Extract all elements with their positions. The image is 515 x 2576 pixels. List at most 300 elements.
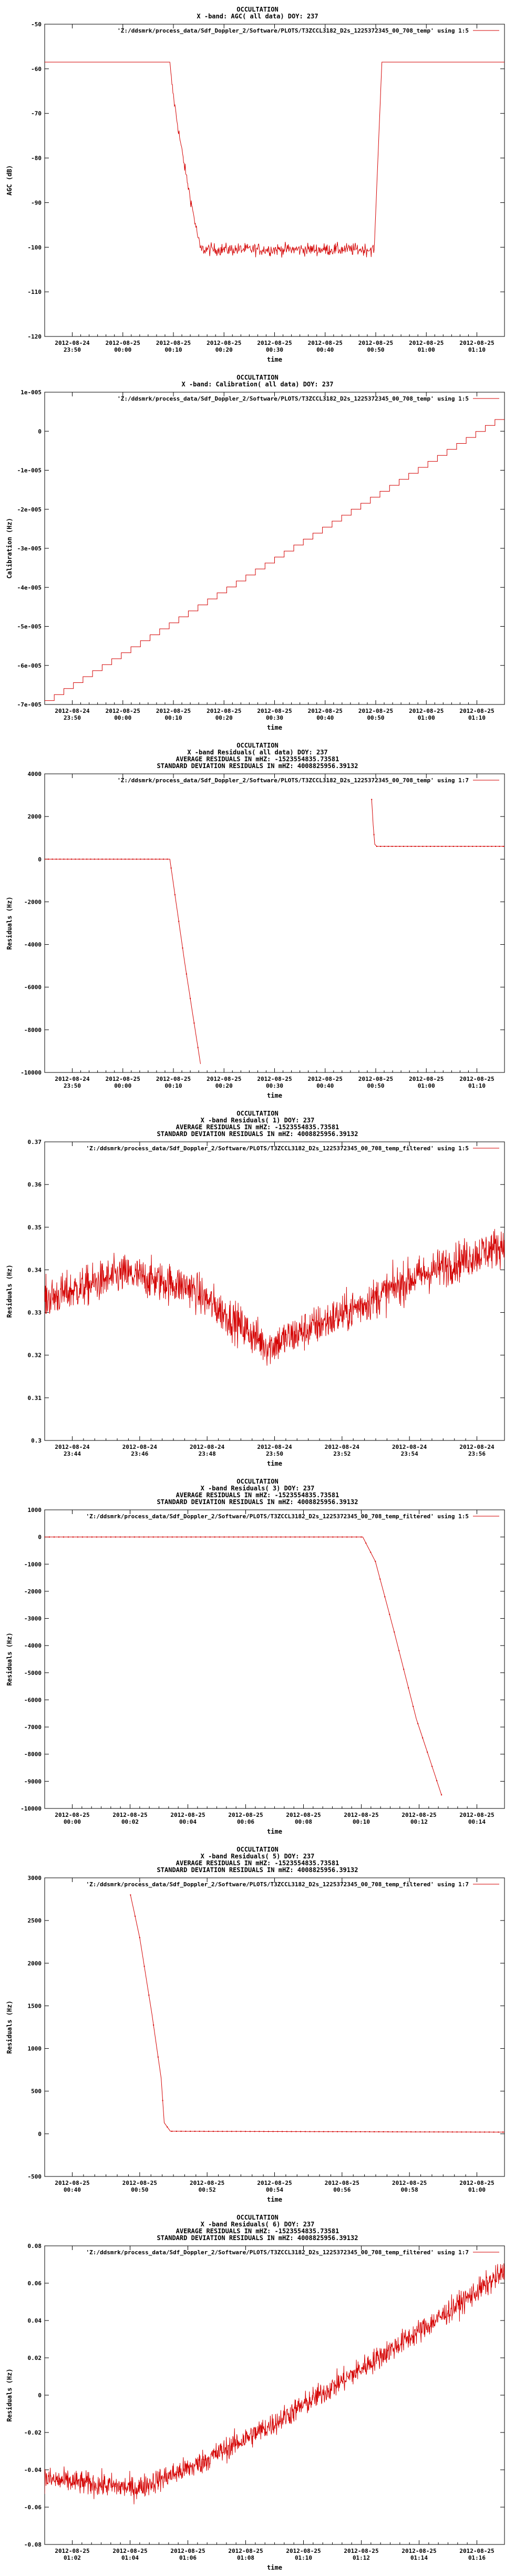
data-point bbox=[163, 858, 164, 860]
plot-frame bbox=[45, 774, 504, 1072]
x-tick-label: 2012-08-25 00:52 bbox=[190, 2180, 225, 2193]
data-series bbox=[45, 62, 504, 258]
x-tick-label: 2012-08-25 01:00 bbox=[459, 2180, 495, 2193]
y-axis-label: Residuals (Hz) bbox=[6, 2368, 13, 2422]
data-point bbox=[310, 2131, 311, 2132]
data-point bbox=[54, 1537, 55, 1538]
data-point bbox=[67, 858, 68, 860]
data-point bbox=[273, 2131, 274, 2132]
y-tick-label: -80 bbox=[31, 155, 42, 162]
y-tick-label: -0.06 bbox=[24, 2504, 42, 2511]
data-point bbox=[68, 1537, 69, 1538]
x-tick-label: 2012-08-25 01:00 bbox=[409, 1076, 444, 1089]
data-point bbox=[82, 1537, 83, 1538]
chart-title-line: AVERAGE RESIDUALS IN mHZ: -1523554835.73581 bbox=[176, 755, 339, 763]
data-point bbox=[427, 1752, 428, 1753]
x-tick-label: 2012-08-25 00:50 bbox=[358, 340, 394, 353]
data-point bbox=[148, 1995, 149, 1996]
data-point bbox=[233, 1537, 234, 1538]
data-point bbox=[268, 2131, 269, 2132]
data-point bbox=[417, 1723, 418, 1724]
y-tick-label: 1000 bbox=[27, 1507, 42, 1514]
data-point bbox=[376, 846, 377, 847]
data-point bbox=[489, 2132, 490, 2133]
data-point bbox=[304, 1537, 305, 1538]
x-axis-label: time bbox=[267, 2196, 282, 2203]
chart-title-line: AVERAGE RESIDUALS IN mHZ: -1523554835.73581 bbox=[176, 1859, 339, 1867]
plot-frame bbox=[45, 24, 504, 336]
data-point bbox=[113, 858, 114, 860]
data-point bbox=[245, 2131, 246, 2132]
data-point bbox=[171, 2131, 172, 2132]
data-point bbox=[167, 2127, 168, 2128]
data-point bbox=[290, 1537, 291, 1538]
x-tick-label: 2012-08-25 01:06 bbox=[170, 2548, 205, 2561]
chart-panel-2 bbox=[0, 368, 515, 736]
data-point bbox=[365, 1542, 366, 1543]
y-tick-label: 2000 bbox=[27, 813, 42, 821]
x-tick-label: 2012-08-25 01:02 bbox=[55, 2548, 90, 2561]
data-point bbox=[392, 2131, 393, 2132]
y-tick-label: -2000 bbox=[24, 898, 42, 906]
data-point bbox=[498, 2132, 499, 2133]
y-tick-label: -0.04 bbox=[24, 2467, 42, 2473]
data-series bbox=[44, 799, 504, 1064]
plot-frame bbox=[45, 1142, 504, 1440]
data-point bbox=[185, 2131, 186, 2132]
y-tick-label: -7e-005 bbox=[17, 701, 42, 708]
x-tick-label: 2012-08-25 01:10 bbox=[459, 1076, 495, 1089]
data-point bbox=[136, 858, 137, 860]
y-tick-label: -4e-005 bbox=[17, 584, 42, 591]
data-point bbox=[174, 894, 176, 895]
data-series bbox=[44, 1537, 442, 1796]
chart-title-line: STANDARD DEVIATION RESIDUALS IN mHZ: 4008825956.39132 bbox=[157, 1866, 358, 1874]
data-point bbox=[182, 947, 183, 948]
y-tick-label: 0.36 bbox=[27, 1181, 42, 1189]
y-tick-label: 1e-005 bbox=[20, 389, 42, 396]
data-point bbox=[337, 2131, 338, 2132]
x-tick-label: 2012-08-25 00:20 bbox=[207, 708, 242, 721]
data-point bbox=[63, 1537, 64, 1538]
x-tick-label: 2012-08-25 01:00 bbox=[409, 708, 444, 721]
x-tick-label: 2012-08-25 01:16 bbox=[459, 2548, 495, 2561]
data-point bbox=[134, 1537, 135, 1538]
data-point bbox=[200, 1537, 201, 1538]
data-point bbox=[291, 2131, 292, 2132]
y-tick-label: -2000 bbox=[24, 1588, 42, 1595]
data-point bbox=[369, 2131, 370, 2132]
y-axis-label: Residuals (Hz) bbox=[6, 1632, 13, 1686]
data-point bbox=[194, 2131, 195, 2132]
data-point bbox=[286, 2131, 287, 2132]
data-point bbox=[308, 1537, 310, 1538]
x-tick-label: 2012-08-25 00:10 bbox=[156, 340, 191, 353]
data-point bbox=[106, 858, 107, 860]
x-tick-label: 2012-08-25 00:20 bbox=[207, 1076, 242, 1089]
data-point bbox=[75, 858, 76, 860]
plot-frame bbox=[45, 392, 504, 704]
data-point bbox=[356, 1537, 357, 1538]
x-tick-label: 2012-08-24 23:56 bbox=[459, 1444, 495, 1457]
x-tick-label: 2012-08-25 00:20 bbox=[207, 340, 242, 353]
y-tick-label: 0 bbox=[38, 856, 42, 863]
data-point bbox=[457, 2131, 458, 2132]
data-point bbox=[129, 1537, 130, 1538]
y-tick-label: -0.08 bbox=[24, 2541, 42, 2548]
x-tick-label: 2012-08-25 00:10 bbox=[156, 1076, 191, 1089]
data-point bbox=[479, 2131, 480, 2132]
data-point bbox=[250, 2131, 251, 2132]
data-point bbox=[328, 2131, 329, 2132]
data-point bbox=[434, 2131, 435, 2132]
data-point bbox=[449, 846, 450, 847]
data-point bbox=[399, 846, 400, 847]
data-point bbox=[346, 1537, 347, 1538]
x-tick-label: 2012-08-24 23:50 bbox=[55, 708, 90, 721]
data-point bbox=[403, 1669, 404, 1670]
data-point bbox=[397, 2131, 398, 2132]
x-tick-label: 2012-08-25 01:10 bbox=[459, 708, 495, 721]
y-tick-label: -110 bbox=[27, 289, 42, 296]
data-point bbox=[470, 2131, 471, 2132]
data-point bbox=[86, 858, 87, 860]
data-point bbox=[323, 1537, 324, 1538]
chart-title-line: X -band Residuals( 3) DOY: 237 bbox=[200, 1485, 315, 1492]
x-tick-label: 2012-08-25 00:14 bbox=[459, 1812, 495, 1825]
data-point bbox=[436, 1780, 437, 1781]
data-point bbox=[213, 2131, 214, 2132]
series-line bbox=[45, 2263, 504, 2504]
data-point bbox=[218, 2131, 219, 2132]
data-point bbox=[502, 2132, 503, 2133]
data-point bbox=[503, 846, 504, 847]
y-tick-label: -100 bbox=[27, 244, 42, 251]
series-line bbox=[45, 1537, 441, 1795]
chart-title-line: X -band: AGC( all data) DOY: 237 bbox=[197, 13, 318, 20]
data-point bbox=[91, 1537, 92, 1538]
data-point bbox=[337, 1537, 338, 1538]
data-series bbox=[45, 2263, 504, 2504]
x-tick-label: 2012-08-25 00:00 bbox=[105, 340, 140, 353]
x-tick-label: 2012-08-25 00:02 bbox=[112, 1812, 148, 1825]
x-tick-label: 2012-08-24 23:52 bbox=[324, 1444, 359, 1457]
data-point bbox=[240, 2131, 241, 2132]
data-point bbox=[495, 846, 496, 847]
data-point bbox=[190, 998, 191, 999]
x-tick-label: 2012-08-24 23:48 bbox=[190, 1444, 225, 1457]
y-tick-label: -10000 bbox=[20, 1069, 42, 1076]
data-point bbox=[109, 858, 110, 860]
y-tick-label: 0.35 bbox=[27, 1224, 42, 1231]
data-point bbox=[282, 2131, 283, 2132]
data-point bbox=[371, 799, 372, 800]
data-point bbox=[351, 2131, 352, 2132]
data-point bbox=[162, 1537, 163, 1538]
x-axis-label: time bbox=[267, 724, 282, 731]
plot-frame bbox=[45, 2246, 504, 2544]
data-point bbox=[314, 2131, 315, 2132]
y-tick-label: 2000 bbox=[27, 1960, 42, 1967]
y-tick-label: -3000 bbox=[24, 1615, 42, 1622]
data-point bbox=[158, 1537, 159, 1538]
x-axis-label: time bbox=[267, 1828, 282, 1835]
data-point bbox=[198, 1047, 199, 1048]
data-point bbox=[167, 858, 168, 860]
data-point bbox=[295, 2131, 296, 2132]
data-point bbox=[426, 846, 427, 847]
data-point bbox=[56, 858, 57, 860]
y-tick-label: 1000 bbox=[27, 2045, 42, 2052]
x-tick-label: 2012-08-25 00:50 bbox=[358, 708, 394, 721]
data-point bbox=[106, 1537, 107, 1538]
data-point bbox=[153, 2025, 154, 2026]
x-tick-label: 2012-08-24 23:54 bbox=[392, 1444, 427, 1457]
data-point bbox=[190, 2131, 191, 2132]
x-tick-label: 2012-08-25 00:40 bbox=[307, 340, 343, 353]
data-point bbox=[499, 846, 500, 847]
data-point bbox=[493, 2132, 495, 2133]
x-tick-label: 2012-08-25 01:14 bbox=[401, 2548, 437, 2561]
data-point bbox=[144, 858, 145, 860]
y-axis-label: Calibration (Hz) bbox=[6, 518, 13, 579]
data-point bbox=[401, 2131, 403, 2132]
data-point bbox=[410, 2131, 411, 2132]
x-tick-label: 2012-08-25 01:00 bbox=[409, 340, 444, 353]
data-point bbox=[135, 1916, 136, 1917]
x-tick-label: 2012-08-24 23:44 bbox=[55, 1444, 90, 1457]
data-point bbox=[94, 858, 95, 860]
y-tick-label: 0.08 bbox=[27, 2243, 42, 2250]
data-point bbox=[110, 1537, 111, 1538]
data-point bbox=[431, 1766, 432, 1767]
x-tick-label: 2012-08-25 00:06 bbox=[228, 1812, 263, 1825]
y-tick-label: -6000 bbox=[24, 1696, 42, 1704]
y-tick-label: -6000 bbox=[24, 984, 42, 991]
data-point bbox=[438, 846, 439, 847]
data-point bbox=[434, 846, 435, 847]
data-point bbox=[383, 2131, 384, 2132]
legend-entry: 'Z:/ddsmrk/process_data/Sdf_Doppler_2/Software/PLOTS/T3ZCCL3182_D2s_1225372345_00_708_temp' using 1:7 bbox=[117, 777, 469, 784]
y-tick-label: 3000 bbox=[27, 1875, 42, 1882]
data-point bbox=[468, 846, 469, 847]
data-point bbox=[342, 2131, 343, 2132]
data-point bbox=[224, 1537, 225, 1538]
data-point bbox=[351, 1537, 352, 1538]
data-point bbox=[447, 2131, 448, 2132]
data-point bbox=[139, 1537, 140, 1538]
data-point bbox=[203, 2131, 204, 2132]
data-point bbox=[195, 1537, 197, 1538]
data-point bbox=[171, 867, 172, 868]
data-point bbox=[313, 1537, 314, 1538]
data-point bbox=[398, 1650, 399, 1651]
x-axis-label: time bbox=[267, 1460, 282, 1467]
data-point bbox=[299, 1537, 300, 1538]
x-tick-label: 2012-08-25 01:04 bbox=[112, 2548, 148, 2561]
data-point bbox=[378, 2131, 379, 2132]
y-tick-label: 0.06 bbox=[27, 2280, 42, 2287]
data-point bbox=[205, 1537, 206, 1538]
chart-title-line: X -band Residuals( 1) DOY: 237 bbox=[200, 1117, 315, 1124]
x-tick-label: 2012-08-25 00:08 bbox=[286, 1812, 321, 1825]
data-point bbox=[374, 834, 375, 835]
x-tick-label: 2012-08-24 23:46 bbox=[122, 1444, 157, 1457]
data-point bbox=[101, 1537, 102, 1538]
data-point bbox=[243, 1537, 244, 1538]
data-point bbox=[153, 1537, 154, 1538]
data-point bbox=[442, 2131, 444, 2132]
y-tick-label: -1e-005 bbox=[17, 467, 42, 474]
chart-title-line: X -band Residuals( all data) DOY: 237 bbox=[187, 749, 328, 756]
chart-panel-1 bbox=[0, 0, 515, 368]
data-point bbox=[172, 1537, 173, 1538]
chart-title-line: AVERAGE RESIDUALS IN mHZ: -1523554835.73581 bbox=[176, 1123, 339, 1131]
data-point bbox=[445, 846, 446, 847]
y-tick-label: -120 bbox=[27, 333, 42, 340]
y-tick-label: -70 bbox=[31, 110, 42, 117]
data-point bbox=[452, 2131, 453, 2132]
x-tick-label: 2012-08-25 00:54 bbox=[257, 2180, 292, 2193]
data-point bbox=[318, 1537, 319, 1538]
series-line bbox=[45, 1229, 504, 1366]
data-point bbox=[128, 858, 129, 860]
data-point bbox=[193, 1023, 194, 1024]
data-point bbox=[219, 1537, 220, 1538]
chart-panel-5 bbox=[0, 1472, 515, 1840]
data-point bbox=[294, 1537, 295, 1538]
x-tick-label: 2012-08-25 00:40 bbox=[55, 2180, 90, 2193]
x-tick-label: 2012-08-25 00:50 bbox=[358, 1076, 394, 1089]
data-series bbox=[130, 1894, 504, 2132]
chart-panel-3 bbox=[0, 736, 515, 1104]
x-tick-label: 2012-08-25 00:50 bbox=[122, 2180, 157, 2193]
data-point bbox=[491, 846, 492, 847]
y-tick-label: -7000 bbox=[24, 1724, 42, 1731]
y-axis-label: AGC (dB) bbox=[6, 165, 13, 196]
chart-title-line: OCCULTATION bbox=[236, 742, 279, 749]
data-point bbox=[275, 1537, 276, 1538]
x-tick-label: 2012-08-25 00:30 bbox=[257, 1076, 292, 1089]
data-point bbox=[365, 2131, 366, 2132]
y-tick-label: -3e-005 bbox=[17, 545, 42, 552]
y-tick-label: -60 bbox=[31, 65, 42, 73]
data-series bbox=[45, 420, 504, 701]
data-point bbox=[395, 846, 396, 847]
data-point bbox=[73, 1537, 74, 1538]
data-point bbox=[191, 1537, 192, 1538]
x-tick-label: 2012-08-25 00:00 bbox=[105, 1076, 140, 1089]
data-point bbox=[186, 974, 187, 975]
x-tick-label: 2012-08-25 00:10 bbox=[344, 1812, 379, 1825]
y-tick-label: -9000 bbox=[24, 1778, 42, 1785]
data-point bbox=[277, 2131, 278, 2132]
chart-panel-7 bbox=[0, 2208, 515, 2576]
y-tick-label: -50 bbox=[31, 21, 42, 28]
data-point bbox=[332, 2131, 333, 2132]
data-point bbox=[374, 2131, 375, 2132]
data-point bbox=[259, 2131, 260, 2132]
data-point bbox=[430, 846, 431, 847]
data-point bbox=[441, 846, 442, 847]
data-point bbox=[214, 1537, 215, 1538]
data-point bbox=[415, 2131, 416, 2132]
data-point bbox=[418, 846, 419, 847]
data-point bbox=[487, 846, 488, 847]
chart-title-line: OCCULTATION bbox=[236, 1478, 279, 1485]
x-tick-label: 2012-08-25 00:10 bbox=[156, 708, 191, 721]
series-line bbox=[372, 800, 504, 846]
data-point bbox=[176, 2131, 177, 2132]
data-point bbox=[48, 858, 49, 860]
y-tick-label: -500 bbox=[27, 2173, 42, 2180]
data-point bbox=[44, 1537, 45, 1538]
y-axis-label: Residuals (Hz) bbox=[6, 2000, 13, 2054]
legend-entry: 'Z:/ddsmrk/process_data/Sdf_Doppler_2/Software/PLOTS/T3ZCCL3182_D2s_1225372345_00_708_temp_filtered' using 1:7 bbox=[86, 1881, 469, 1888]
y-axis-label: Residuals (Hz) bbox=[6, 896, 13, 950]
chart-title-line: AVERAGE RESIDUALS IN mHZ: -1523554835.73581 bbox=[176, 1491, 339, 1499]
chart-title-line: X -band Residuals( 6) DOY: 237 bbox=[200, 2221, 315, 2228]
chart-title-line: OCCULTATION bbox=[236, 1846, 279, 1853]
data-point bbox=[394, 1631, 395, 1632]
data-point bbox=[375, 1561, 376, 1562]
plot-frame bbox=[45, 1510, 504, 1808]
data-point bbox=[77, 1537, 78, 1538]
y-tick-label: -1000 bbox=[24, 1561, 42, 1568]
data-point bbox=[148, 858, 149, 860]
y-tick-label: 0.32 bbox=[27, 1352, 42, 1359]
data-point bbox=[327, 1537, 328, 1538]
x-tick-label: 2012-08-25 00:04 bbox=[170, 1812, 205, 1825]
x-axis-label: time bbox=[267, 2564, 282, 2571]
data-point bbox=[388, 846, 389, 847]
data-point bbox=[285, 1537, 286, 1538]
y-tick-label: -10000 bbox=[20, 1805, 42, 1812]
y-tick-label: -4000 bbox=[24, 941, 42, 948]
chart-panel-6 bbox=[0, 1840, 515, 2208]
x-tick-label: 2012-08-25 00:30 bbox=[257, 340, 292, 353]
data-point bbox=[63, 858, 64, 860]
legend-entry: 'Z:/ddsmrk/process_data/Sdf_Doppler_2/Software/PLOTS/T3ZCCL3182_D2s_1225372345_00_708_temp' using 1:5 bbox=[117, 395, 469, 402]
y-tick-label: -90 bbox=[31, 199, 42, 207]
data-point bbox=[466, 2131, 467, 2132]
data-point bbox=[167, 1537, 168, 1538]
legend-entry: 'Z:/ddsmrk/process_data/Sdf_Doppler_2/Software/PLOTS/T3ZCCL3182_D2s_1225372345_00_708_temp_filtered' using 1:5 bbox=[86, 1145, 469, 1152]
data-point bbox=[411, 846, 412, 847]
data-point bbox=[355, 2131, 356, 2132]
data-point bbox=[413, 1706, 414, 1707]
x-tick-label: 2012-08-25 00:00 bbox=[105, 708, 140, 721]
data-point bbox=[460, 846, 461, 847]
y-tick-label: 2500 bbox=[27, 1917, 42, 1925]
legend-entry: 'Z:/ddsmrk/process_data/Sdf_Doppler_2/Software/PLOTS/T3ZCCL3182_D2s_1225372345_00_708_temp_filtered' using 1:5 bbox=[86, 1513, 469, 1520]
y-tick-label: -6e-005 bbox=[17, 662, 42, 669]
data-point bbox=[151, 858, 152, 860]
data-point bbox=[384, 1596, 385, 1597]
data-point bbox=[360, 2131, 361, 2132]
data-point bbox=[117, 858, 118, 860]
y-tick-label: -5e-005 bbox=[17, 623, 42, 630]
data-point bbox=[332, 1537, 333, 1538]
y-tick-label: 0 bbox=[38, 1534, 42, 1541]
legend-entry: 'Z:/ddsmrk/process_data/Sdf_Doppler_2/Software/PLOTS/T3ZCCL3182_D2s_1225372345_00_708_temp' using 1:5 bbox=[117, 27, 469, 34]
data-point bbox=[384, 846, 385, 847]
data-point bbox=[115, 1537, 116, 1538]
data-point bbox=[465, 846, 466, 847]
data-point bbox=[305, 2131, 306, 2132]
data-point bbox=[98, 858, 99, 860]
data-point bbox=[262, 1537, 263, 1538]
